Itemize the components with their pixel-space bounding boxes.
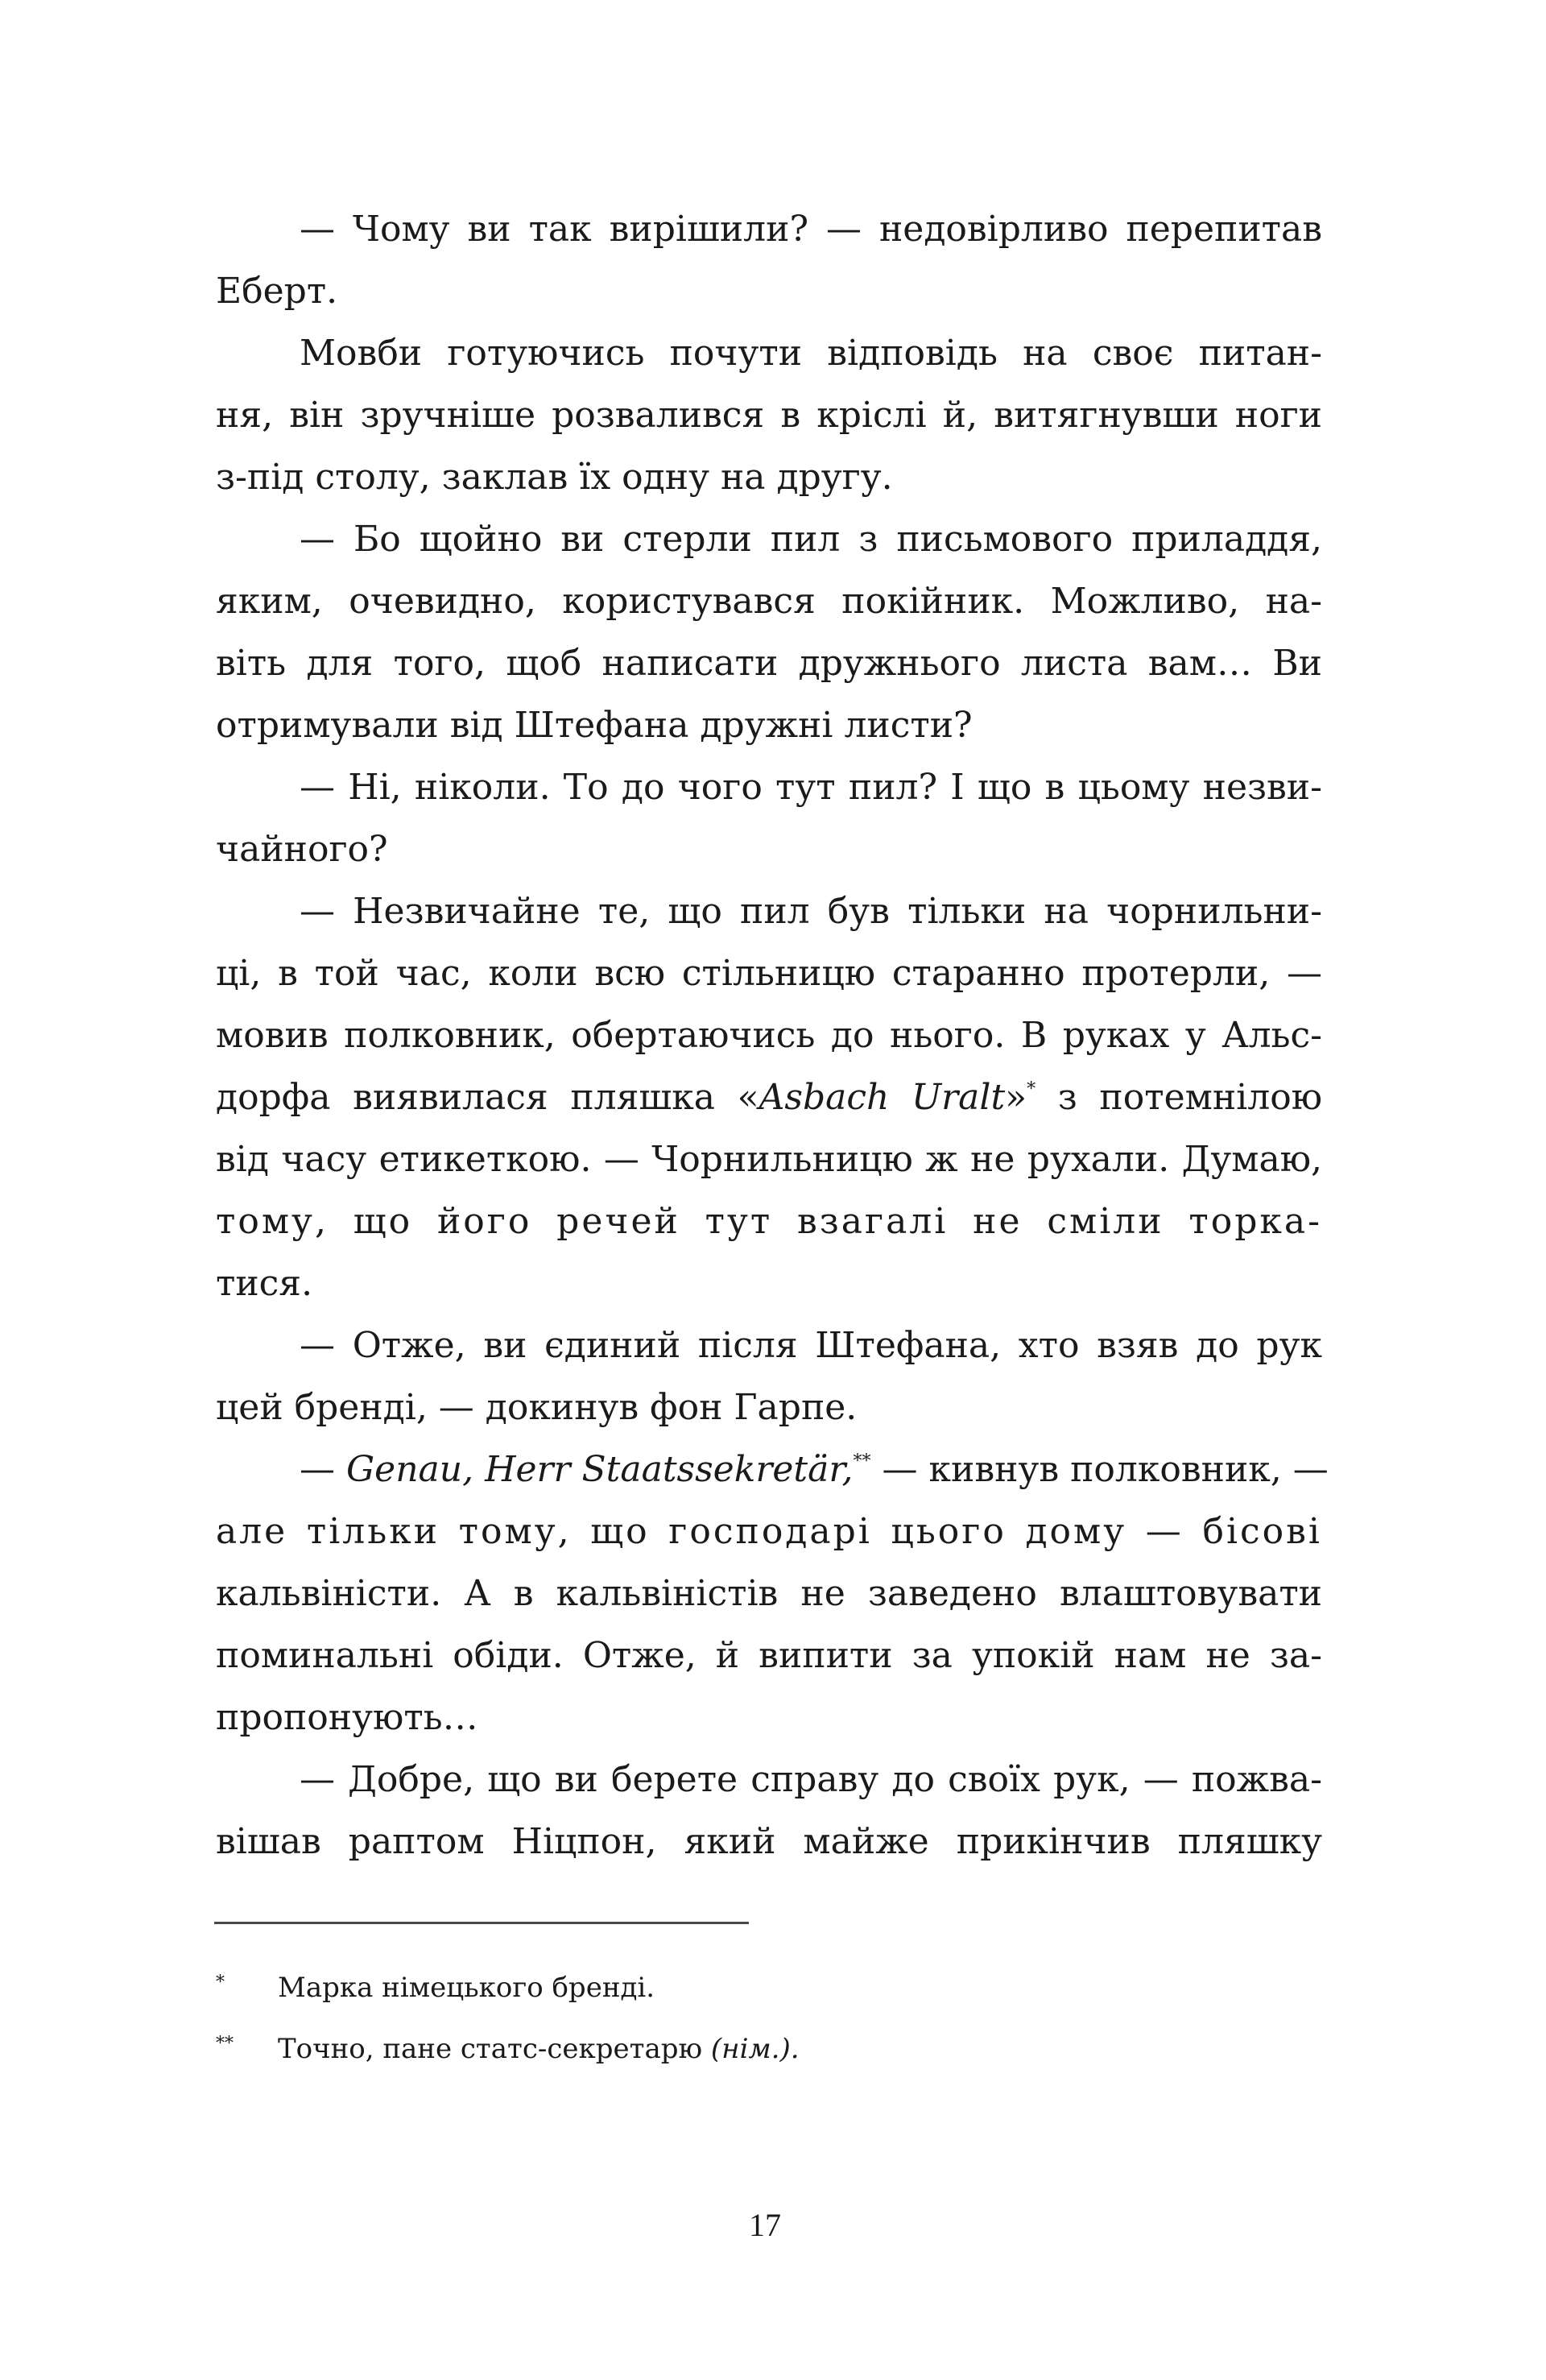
- footnote-text: Марка німецького бренді.: [278, 1972, 655, 2004]
- footnote-1: [214, 1957, 1322, 2018]
- text-line: — Незвичайне те, що пил був тільки на чорнильни-: [300, 891, 1322, 932]
- text-line: з-під столу, заклав їх одну на другу.: [216, 457, 893, 498]
- text-line: — Чому ви так вирішили? — недовірливо перепитав: [300, 209, 1322, 250]
- text-line: [216, 1438, 1329, 1500]
- text-line: мовив полковник, обертаючись до нього. В руках у Альс-: [216, 1015, 1322, 1056]
- text-run: дорфа виявилася пляшка «: [216, 1077, 759, 1118]
- text-line: вішав раптом Ніцпон, який майже прикінчив пляшку: [216, 1821, 1322, 1862]
- text-line: — Добре, що ви берете справу до своїх рук, — пожва-: [300, 1759, 1322, 1800]
- footnote-text: [278, 2018, 800, 2080]
- text-run: — кивнув полковник, —: [870, 1449, 1329, 1490]
- footnote-ref-2[interactable]: **: [853, 1451, 871, 1471]
- text-line: від часу етикеткою. — Чорнильницю ж не рухали. Думаю,: [216, 1139, 1322, 1180]
- page-number: 17: [749, 2207, 781, 2243]
- text-line: ня, він зручніше розвалився в кріслі й, витягнувши ноги: [216, 395, 1322, 436]
- text-line: отримували від Штефана дружні листи?: [216, 705, 973, 746]
- text-line: — Ні, ніколи. То до чого тут пил? І що в цьому незви-: [300, 767, 1322, 808]
- text-line: [216, 1066, 1322, 1128]
- body-text: [216, 198, 1329, 1873]
- text-line: цей бренді, — докинув фон Гарпе.: [216, 1387, 858, 1428]
- text-line: Еберт.: [216, 271, 338, 312]
- text-line: Мовби готуючись почути відповідь на своє питан-: [300, 333, 1322, 374]
- text-line: тися.: [216, 1263, 313, 1304]
- text-line: — Бо щойно ви стерли пил з письмового приладдя,: [300, 519, 1322, 560]
- text-run: —: [300, 1449, 346, 1490]
- text-run: »: [1005, 1077, 1027, 1118]
- text-run: з потемнілою: [1035, 1077, 1322, 1118]
- footnote-ref-1[interactable]: *: [1027, 1079, 1036, 1099]
- footnote-mark: **: [216, 2034, 234, 2054]
- text-line: чайного?: [216, 829, 388, 870]
- footnote-2: [214, 2018, 1322, 2080]
- footnotes: [214, 1957, 1322, 2080]
- footnote-language-note: (нім.).: [710, 2033, 800, 2065]
- text-line: пропонують…: [216, 1697, 478, 1738]
- text-line: тому, що його речей тут взагалі не сміли торка-: [216, 1201, 1322, 1242]
- text-line: — Отже, ви єдиний після Штефана, хто взяв до рук: [300, 1325, 1322, 1366]
- text-line: поминальні обіди. Отже, й випити за упокій нам не за-: [216, 1635, 1322, 1676]
- german-phrase-italic: Genau, Herr Staatssekretär,: [346, 1449, 854, 1490]
- text-line: віть для того, щоб написати дружнього листа вам… Ви: [216, 643, 1322, 684]
- text-line: яким, очевидно, користувався покійник. Можливо, на-: [216, 581, 1322, 622]
- text-line: кальвіністи. А в кальвіністів не заведено влаштовувати: [216, 1573, 1322, 1614]
- text-line: але тільки тому, що господарі цього дому — бісові: [216, 1511, 1322, 1552]
- brand-name-italic: Asbach Uralt: [759, 1077, 1006, 1118]
- footnote-divider: [214, 1922, 749, 1924]
- text-line: ці, в той час, коли всю стільницю старанно протерли, —: [216, 953, 1322, 994]
- footnote-text-run: Точно, пане статс-секретарю: [278, 2033, 711, 2065]
- footnote-mark: *: [216, 1972, 225, 1993]
